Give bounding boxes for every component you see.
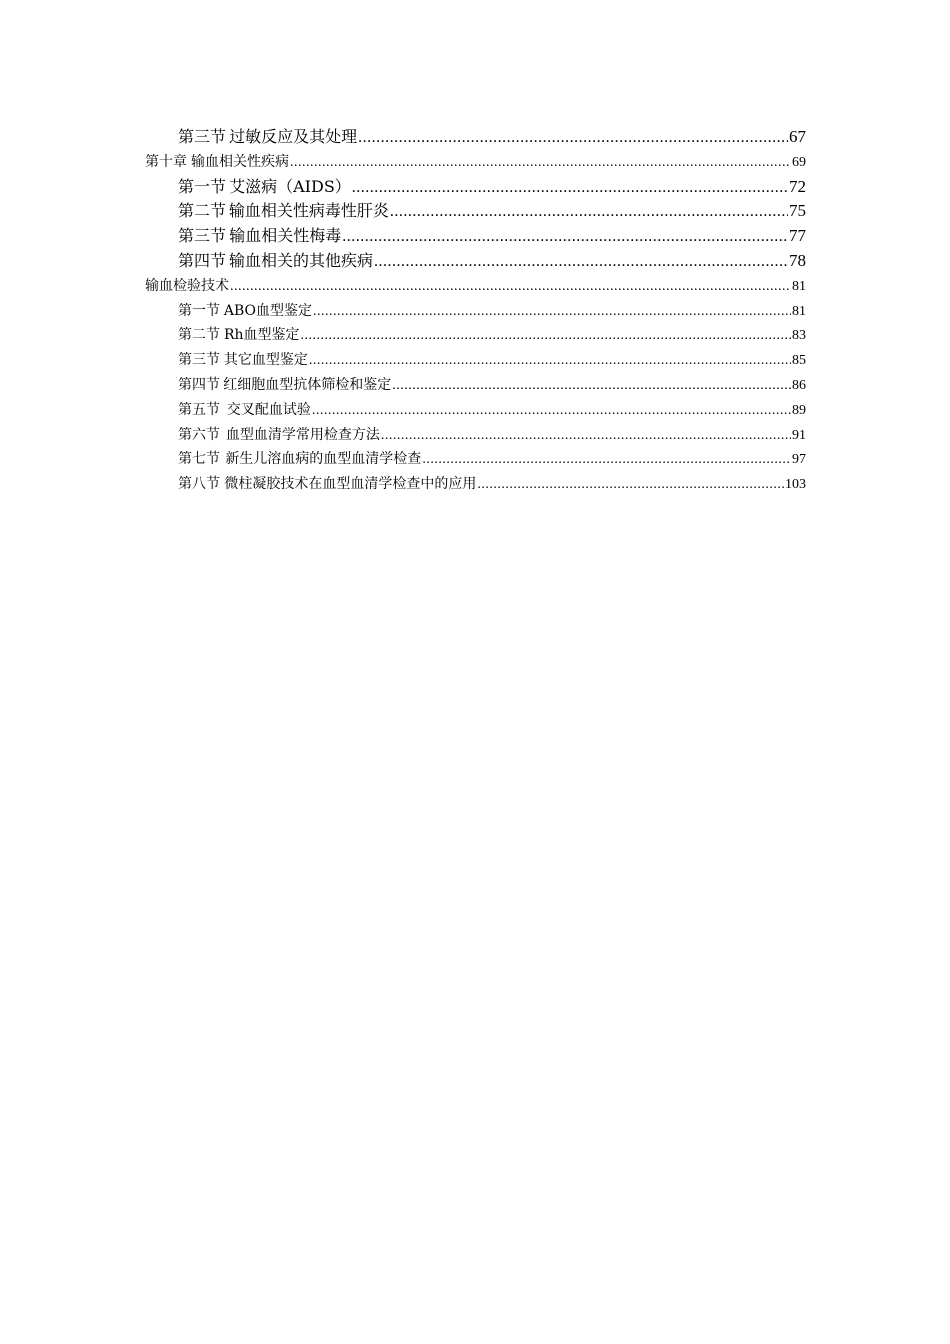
toc-entry-page-number: 91 bbox=[792, 427, 806, 443]
toc-entry-section-number: 第三节 bbox=[178, 226, 227, 246]
toc-entry-page-number: 86 bbox=[792, 377, 806, 393]
toc-entry[interactable] bbox=[145, 398, 806, 423]
toc-entry[interactable] bbox=[145, 224, 806, 249]
toc-entry-leader-dots bbox=[381, 424, 791, 449]
toc-entry-page-number: 83 bbox=[792, 328, 806, 344]
toc-entry-leader-dots bbox=[309, 349, 791, 374]
toc-entry-title: 微柱凝胶技术在血型血清学检查中的应用 bbox=[224, 476, 477, 493]
toc-entry-section-number: 第三节 bbox=[178, 352, 220, 369]
toc-entry-leader-dots bbox=[392, 374, 791, 399]
toc-entry-title: 红细胞血型抗体筛检和鉴定 bbox=[223, 376, 392, 393]
toc-entry-page-number: 78 bbox=[789, 250, 806, 270]
toc-entry-leader-dots bbox=[352, 176, 788, 201]
toc-entry-title: 过敏反应及其处理 bbox=[229, 127, 358, 146]
toc-entry-leader-dots bbox=[301, 324, 792, 349]
toc-entry-title: 输血相关性病毒性肝炎 bbox=[228, 201, 389, 221]
toc-entry-title: 输血相关性疾病 bbox=[191, 153, 290, 170]
toc-entry-page-number: 89 bbox=[792, 402, 806, 418]
toc-entry[interactable] bbox=[145, 299, 806, 324]
toc-entry-section-number: 第七节 bbox=[178, 451, 220, 468]
toc-entry-title: 输血检验技术 bbox=[145, 277, 229, 294]
toc-entry-page-number: 97 bbox=[792, 452, 806, 468]
toc-entry[interactable] bbox=[145, 348, 806, 373]
toc-entry-title: 其它血型鉴定 bbox=[223, 352, 308, 369]
toc-entry-title: 血型血清学常用检查方法 bbox=[225, 426, 380, 443]
toc-entry-section-number: 第四节 bbox=[178, 250, 227, 270]
toc-entry-section-number: 第十章 bbox=[145, 153, 187, 170]
toc-entry-leader-dots bbox=[313, 300, 791, 325]
toc-entry-page-number: 75 bbox=[789, 201, 806, 221]
toc-entry-section-number: 第一节 bbox=[178, 302, 220, 319]
toc-entry-section-number: 第二节 bbox=[178, 327, 220, 344]
toc-entry-page-number: 81 bbox=[792, 303, 806, 319]
toc-entry-page-number: 85 bbox=[792, 353, 806, 369]
toc-entry[interactable] bbox=[145, 199, 806, 224]
table-of-contents bbox=[145, 125, 806, 497]
toc-entry-leader-dots bbox=[312, 399, 791, 424]
toc-entry-section-number: 第三节 bbox=[178, 127, 227, 146]
toc-entry[interactable] bbox=[145, 150, 806, 175]
toc-entry[interactable] bbox=[145, 274, 806, 299]
toc-entry-title: 输血相关的其他疾病 bbox=[228, 250, 373, 270]
toc-entry[interactable] bbox=[145, 125, 806, 150]
toc-entry-page-number: 67 bbox=[789, 127, 806, 146]
toc-entry-section-number: 第五节 bbox=[178, 401, 220, 418]
toc-entry[interactable] bbox=[145, 323, 806, 348]
toc-entry-title: 艾滋病（AIDS） bbox=[229, 176, 351, 196]
toc-entry[interactable] bbox=[145, 472, 806, 497]
toc-entry-leader-dots bbox=[390, 200, 788, 225]
toc-entry-page-number: 72 bbox=[789, 176, 806, 196]
toc-entry[interactable] bbox=[145, 175, 806, 200]
toc-entry-title: Rh血型鉴定 bbox=[223, 327, 300, 344]
toc-entry-page-number: 69 bbox=[792, 154, 806, 170]
toc-entry-leader-dots bbox=[374, 250, 788, 275]
toc-entry-section-number: 第六节 bbox=[178, 426, 220, 443]
toc-entry-section-number: 第八节 bbox=[178, 476, 220, 493]
toc-entry-leader-dots bbox=[358, 126, 788, 151]
toc-entry-title: 新生儿溶血病的血型血清学检查 bbox=[225, 451, 422, 468]
toc-entry[interactable] bbox=[145, 249, 806, 274]
toc-entry-title: ABO血型鉴定 bbox=[223, 302, 312, 319]
toc-entry-leader-dots bbox=[342, 225, 788, 250]
toc-entry-section-number: 第四节 bbox=[178, 376, 220, 393]
toc-entry[interactable] bbox=[145, 423, 806, 448]
toc-entry-title: 输血相关性梅毒 bbox=[229, 226, 342, 246]
toc-entry-leader-dots bbox=[290, 151, 791, 176]
toc-entry-section-number: 第一节 bbox=[178, 176, 227, 196]
toc-entry-page-number: 81 bbox=[792, 278, 806, 294]
toc-entry[interactable] bbox=[145, 373, 806, 398]
toc-entry-section-number: 第二节 bbox=[178, 201, 227, 221]
toc-entry-leader-dots bbox=[422, 448, 791, 473]
toc-entry-leader-dots bbox=[230, 275, 791, 300]
toc-entry-leader-dots bbox=[477, 473, 784, 498]
toc-entry-page-number: 103 bbox=[785, 477, 806, 493]
toc-entry[interactable] bbox=[145, 447, 806, 472]
toc-entry-title: 交叉配血试验 bbox=[226, 401, 311, 418]
toc-entry-page-number: 77 bbox=[789, 226, 806, 246]
